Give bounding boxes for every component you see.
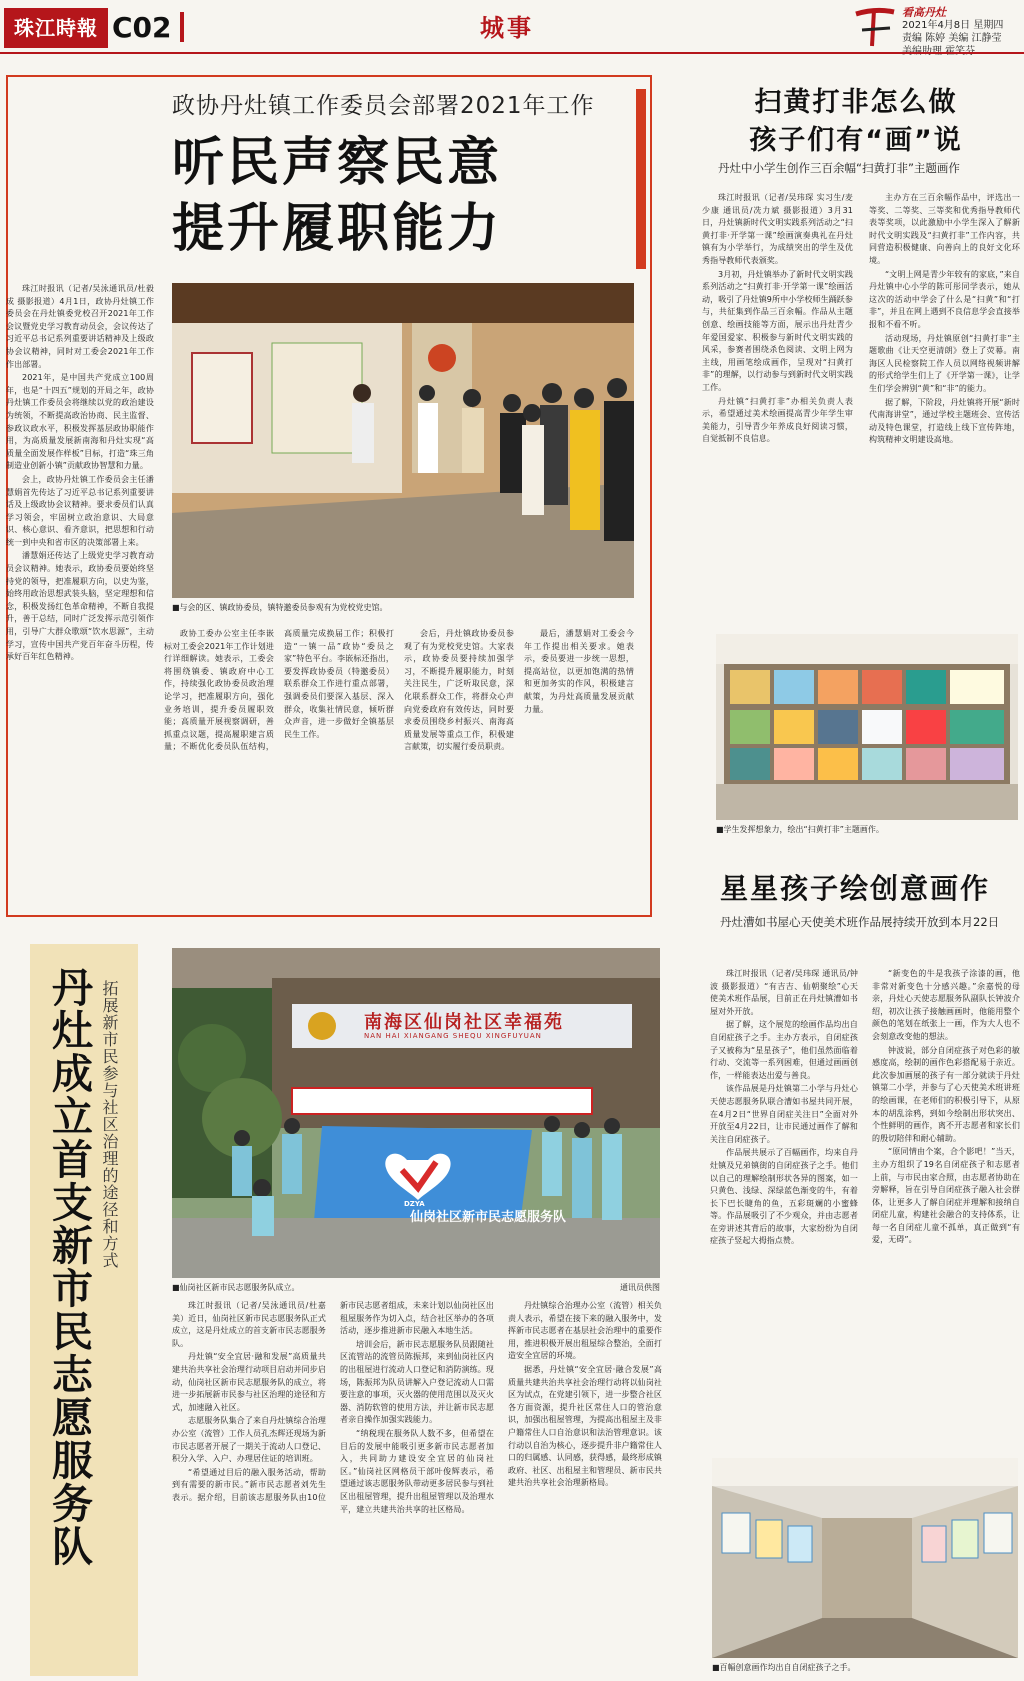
article3-photo-caption: ■仙岗社区新市民志愿服务队成立。 bbox=[172, 1283, 300, 1292]
article4-paragraph: 据了解，这个展览的绘画作品均出自自闭症孩子之手。主办方表示，自闭症孩子又被称为“星星孩子”，他们虽然面临着行动、交流等一系列困难，但通过画画创作，一样能表达出爱与善良。 bbox=[710, 1020, 858, 1080]
article3-lead: 珠江时报讯（记者/吴泳通讯员/杜嘉美）近日，仙岗社区新市民志愿服务队正式成立，这是丹灶成立的首支新市民志愿服务队。 bbox=[172, 1301, 326, 1348]
editor-credit: 责编 陈婷 美编 江静莹 bbox=[902, 33, 1002, 44]
article2-paragraph: 丹灶镇“扫黄打非”办相关负责人表示，希望通过美术绘画提高青少年学生审美能力，引导青少年养成良好阅读习惯，自觉抵制不良信息。 bbox=[702, 396, 853, 444]
article4-lead: 珠江时报讯（记者/吴玮琛 通讯员/钟波 摄影报道）“有吉吉、仙朝聚绘”心天使美术班作品展，目前正在丹灶镇漕如书屋对外开放。 bbox=[710, 969, 858, 1016]
article1-headline bbox=[172, 130, 502, 262]
article2-photo-caption: ■学生发挥想象力，绘出“扫黄打非”主题画作。 bbox=[716, 825, 884, 834]
article4-paragraph: 钟波说，部分自闭症孩子对色彩的敏感度高，绘制的画作色彩搭配易于亲近。此次参加画展的孩子有一部分就读于丹灶镇第二小学，并参与了心天使美术班讲班的绘画课，在老师们的积极引导下，从原本的胡乱涂鸦，到如今绘制出形状突出、个性鲜明的画作，离不开志愿者和家长们的殷切陪伴和耐心辅助。 bbox=[872, 1045, 1020, 1143]
article3-photo-flag-logo: DZYA bbox=[404, 1200, 425, 1208]
article2-paragraph: “文明上网是青少年较有的家底，”来自丹灶镇中心小学的陈可彤同学表示，她从这次的活动中学会了什么是“扫黄”和“打非”，并且在网上遇到不良信息学会直接举报和不看不听。 bbox=[869, 269, 1020, 329]
article2-columns bbox=[702, 192, 1020, 622]
article2-headline-line2: 孩子们有“画”说 bbox=[749, 125, 963, 156]
article1-headline-line1: 听民声察民意 bbox=[172, 132, 503, 193]
article3-paragraph: 丹灶镇综合治理办公室（流管）相关负责人表示，希望在接下来的融入服务中，发挥新市民志愿者在基层社会治理中的重要作用，推进积极开展出租屋综合整治，全面打造安全宜居的环境。 bbox=[508, 1301, 662, 1361]
article4-paragraph: 作品展共展示了百幅画作，均来自丹灶镇及兄弟镇街的自闭症孩子之手。他们以自己的理解绘制形状各异的图案，如一只黄色、浅绿、深绿蓝色渐变的牛，有着长下巴长睫角的鱼，五彩斑斓的小蜜蜂等。作品展吸引了不少观众，并由志愿者在旁讲述其背后的故事，大家纷纷为自闭症孩子竖起大拇指点赞。 bbox=[710, 1148, 858, 1246]
column-label: 看高丹灶 bbox=[902, 6, 946, 19]
article4-photo-caption: ■百幅创意画作均出自自闭症孩子之手。 bbox=[712, 1663, 856, 1672]
article1-photo bbox=[172, 283, 634, 598]
article3-photo bbox=[172, 948, 660, 1278]
article1-paragraph: 会后，丹灶镇政协委员参观了有为党校党史馆。大家表示，政协委员要持续加强学习，不断提升履职能力，时刻关注民生，广泛听取民意，深化联系群众工作，将群众心声向党委政府有效传达，同时要求委员围绕乡村振兴、南海高质量发展等重点工作，积极建言献策，切实履行委员职责。 bbox=[404, 629, 514, 752]
article3-paragraph: 据悉，丹灶镇“安全宜居·融合发展”高质量共建共治共享社会治理行动将以仙岗社区为试点，在党建引领下，进一步整合社区各方面资源，提升社区常住人口的管治意识，加强出租屋管理，为提高出租屋主及非户籍常住人口自治意识和法治管理意识。该行动以自治为核心，逐步提升非户籍常住人口的归属感、认同感，获得感，最终形成镇政府、社区、出租屋主和管理员、新市民共建共治共享社会治理新格局。 bbox=[508, 1364, 662, 1488]
article1-paragraph: 2021年，是中国共产党成立100周年，也是“十四五”规划的开局之年，政协丹灶镇工作委员会将继续以党的政治建设为统领，不断提高政治协商、民主监督、参政议政水平，积极发挥基层政协职能作用，为高质量发展新南海和丹灶实现“高质量全面发展作样板”目标，打造“珠三角制造业创新小镇”贡献政协智慧和力量。 bbox=[6, 373, 154, 471]
article1-paragraph: 最后，潘慧娟对工委会今年工作提出相关要求。她表示，委员要进一步统一思想，提高站位，以更加饱满的热情和更加务实的作风，积极建言献策，为丹灶高质量发展贡献力量。 bbox=[524, 629, 634, 714]
article4-paragraph: “新变色的牛是我孩子涂漆的画，他非常对新变色十分感兴趣。”余嘉悦的母亲，丹灶心天使志愿服务队副队长钟波介绍，初次让孩子接触画画时，他能用整个颜色的笔划在纸张上一画，作为大人也不会刻意改变他的想法。 bbox=[872, 969, 1020, 1041]
article4-subtitle: 丹灶漕如书屋心天使美术班作品展持续开放到本月22日 bbox=[720, 915, 1000, 929]
article3-paragraph: “纳税现在服务队人数不多，但希望在目后的发展中能吸引更多新市民志愿者加入，共同助力建设安全宜居的仙岗社区。”仙岗社区网格员干部叶俊辉表示，希望通过该志愿服务队带动更多居民参与到社区出租屋管理，提升出租屋管理以及治理水平，建立共建共治共享的社区格局。 bbox=[340, 1428, 494, 1514]
article2-photo bbox=[716, 634, 1018, 820]
article1-columns-2 bbox=[164, 628, 634, 900]
article3-headline: 丹灶成立首支新市民志愿服务队 bbox=[45, 966, 93, 1568]
article1-headline-line2: 提升履职能力 bbox=[172, 198, 503, 259]
article3-paragraph: 丹灶镇“安全宜居·融和发展”高质量共建共治共享社会治理行动项目启动并同步启动，仙岗社区新市民志愿服务队的成立，将进一步拓展新市民参与社区治理的途径和方式，加速融入社区。 bbox=[172, 1352, 326, 1412]
article4-headline: 星星孩子绘创意画作 bbox=[720, 872, 991, 905]
article3-photo-flag-text: 仙岗社区新市民志愿服务队 bbox=[410, 1210, 567, 1225]
article2-paragraph: 据了解，下阶段，丹灶镇将开展“新时代南海讲堂”，通过学校主题班会、宣传活动及特色课堂，打造线上线下宣传阵地，构筑精神文明建设高地。 bbox=[869, 397, 1020, 445]
issue-date: 2021年4月8日 星期四 bbox=[902, 20, 1004, 31]
article3-subtitle: 拓展新市民参与社区治理的途径和方式 bbox=[100, 980, 119, 1269]
article-frame-tab bbox=[636, 89, 646, 269]
article4-photo bbox=[712, 1458, 1018, 1658]
header-rule bbox=[0, 52, 1024, 54]
article3-photo-banner: 南海区仙岗社区幸福苑 bbox=[364, 1012, 564, 1032]
article1-paragraph: 潘慧娟还传达了上级党史学习教育动员会议精神。她表示，政协委员要始终坚持党的领导，把准履职方向，以史为鉴，始终用政治思想武装头脑，坚定理想和信念，积极发扬红色革命精神，不断自我提升，善于总结，同时广泛发挥示范引领作用，引导广大群众歌颂“饮水思源”，主动学习，宣传中国共产党百年奋斗历程，传承好百年红色精神。 bbox=[6, 551, 154, 662]
article2-lead: 珠江时报讯（记者/吴玮琛 实习生/麦少康 通讯员/冼力斌 摄影报道）3月31日，丹灶镇新时代文明实践系列活动之“扫黄打非·开学第一课”绘画演奏典礼在丹灶镇有为小学举行，为成绩突出的学生及优秀指导教师代表颁奖。 bbox=[702, 193, 853, 265]
page-number: C02 bbox=[112, 11, 172, 44]
date-info bbox=[902, 6, 1003, 58]
article4-columns bbox=[710, 968, 1020, 1448]
article3-columns bbox=[172, 1300, 662, 1676]
article2-paragraph: 3月初，丹灶镇举办了新时代文明实践系列活动之“扫黄打非·开学第一课”绘画活动，吸引了丹灶镇9所中小学校师生踊跃参与，共征集到作品三百余幅。作品从主题创意、绘画技能等方面，展示出丹灶青少年爱国爱家、积极参与新时代文明实践的风采，参赛者围绕杀色阅读、文明上网为主线，用画笔绘成画作，呈现对“扫黄打非”的理解，以行动参与到新时代文明实践工作。 bbox=[702, 269, 853, 392]
brush-ornament-icon bbox=[850, 6, 900, 50]
article3-paragraph: 培训会后，新市民志愿服务队员跟随社区流管站的流管员陈振邦，来到仙岗社区内的出租屋进行流动人口登记和消防演练。现场，陈振邦为队员讲解入户登记流动人口需要注意的事项，灭火器的使用范围以及灭火器、消防软管的使用方法，并让新市民志愿者亲自操作加强实践能力。 bbox=[340, 1339, 494, 1425]
article3-photo-banner-pinyin: NAN HAI XIANGANG SHEQU XINGFUYUAN bbox=[364, 1032, 542, 1040]
article2-subtitle: 丹灶中小学生创作三百余幅“扫黄打非”主题画作 bbox=[718, 161, 960, 175]
article4-paragraph: 该作品展是丹灶镇第二小学与丹灶心天使志愿服务队联合漕如书屋共同开展，在4月2日“世界自闭症关注日”全面对外开放至4月22日，让市民通过画作了解和关注自闭症孩子。 bbox=[710, 1084, 858, 1144]
article1-paragraph: 政协工委办公室主任李嵌标对工委会2021年工作计划进行详细解读。她表示，工委会将围绕镇委、镇政府中心工作，持续强化政协委员政治理论学习，把准履职方向，强化业务培训，提升委员履职效能；高质量开展视察调研，善抓重点议题，提高履职建言质量；不断优化委员队伍结构，高质量完成换届工作；积极打造“一镇一品”政协“委员之家”特色平台。李嵌标还指出，要发挥政协委员（特邀委员）联系群众工作进行重点部署，强调委员们要深入基层、深入群众，收集社情民意，倾听群众声音，进一步做好全镇基层民生工作。 bbox=[164, 629, 394, 752]
article2-headline-line1: 扫黄打非怎么做 bbox=[754, 87, 958, 118]
article1-lead: 珠江时报讯（记者/吴泳通讯员/杜毅成 摄影报道）4月1日，政协丹灶镇工作委员会在丹灶镇委党校召开2021年工作会议暨党史学习教育动员会，会议传达了习近平总书记系列重要讲话精神及上级政协会议精神，同时对工委会2021年工作作出部署。 bbox=[6, 284, 154, 369]
article2-headline bbox=[706, 84, 1006, 160]
article1-paragraph: 会上，政协丹灶镇工作委员会主任潘慧娟首先传达了习近平总书记系列重要讲话及上级政协会议精神。要求委员们认真学习领会，牢固树立政治意识、大局意识、核心意识、看齐意识，把思想和行动统一到中央和省市区的决策部署上来。 bbox=[6, 474, 154, 547]
article4-paragraph: “原同情由个案，合个影吧！”当天，主办方组织了19名自闭症孩子和志愿者上前，与市民由家合照，由志愿者协助在旁解释，旨在引导自闭症孩子融入社会群体，让更多人了解自闭症并理解和接纳自闭症儿童，构建社会融合的支持体系，让每一名自闭症儿童不孤单，真正做到“有爱，无碍”。 bbox=[872, 1147, 1020, 1245]
article1-kicker: 政协丹灶镇工作委员会部署2021年工作 bbox=[172, 93, 595, 119]
article3-paragraph: 志愿服务队集合了来自丹灶镇综合治理办公室（流管）工作人员孔杰辉还现场为新市民志愿者开展了一期关于流动人口登记、积分入学、入户、办理居住证的培训班。 bbox=[172, 1416, 326, 1464]
article1-photo-caption: ■与会的区、镇政协委员，镇特邀委员参观有为党校党史馆。 bbox=[172, 603, 388, 612]
newspaper-logo: 珠江時報 bbox=[4, 8, 108, 48]
article2-paragraph: 活动现场，丹灶镇原创“扫黄打非”主题歌曲《让天空更清朗》登上了荧幕。南海区人民检察院工作人员以网络视频讲解的形式给学生们上了《开学第一课》，让学生们学会辨别“黄”和“非”的能力。 bbox=[869, 333, 1020, 393]
article2-paragraph: 主办方在三百余幅作品中，评选出一等奖、二等奖、三等奖和优秀指导教师代表等奖项，以此激励中小学生深入了解新时代文明实践及“扫黄打非”工作内容，共同营造积极健康、向善向上的良好文化环境。 bbox=[869, 193, 1020, 265]
article3-paragraph: “希望通过目后的融入服务活动，帮助到有需要的新市民。”新市民志愿者刘先生表示。据介绍，目前该志愿服务队由10位新市民志愿者组成，未来计划以仙岗社区出租屋服务作为切入点，结合社区举办的各项活动，逐步推进新市民融入本地生活。 bbox=[172, 1301, 494, 1502]
section-title: 城事 bbox=[480, 14, 534, 42]
article3-photo-credit: 通讯员供图 bbox=[620, 1283, 660, 1292]
masthead-divider bbox=[180, 12, 184, 42]
article1-column-1 bbox=[6, 283, 154, 913]
